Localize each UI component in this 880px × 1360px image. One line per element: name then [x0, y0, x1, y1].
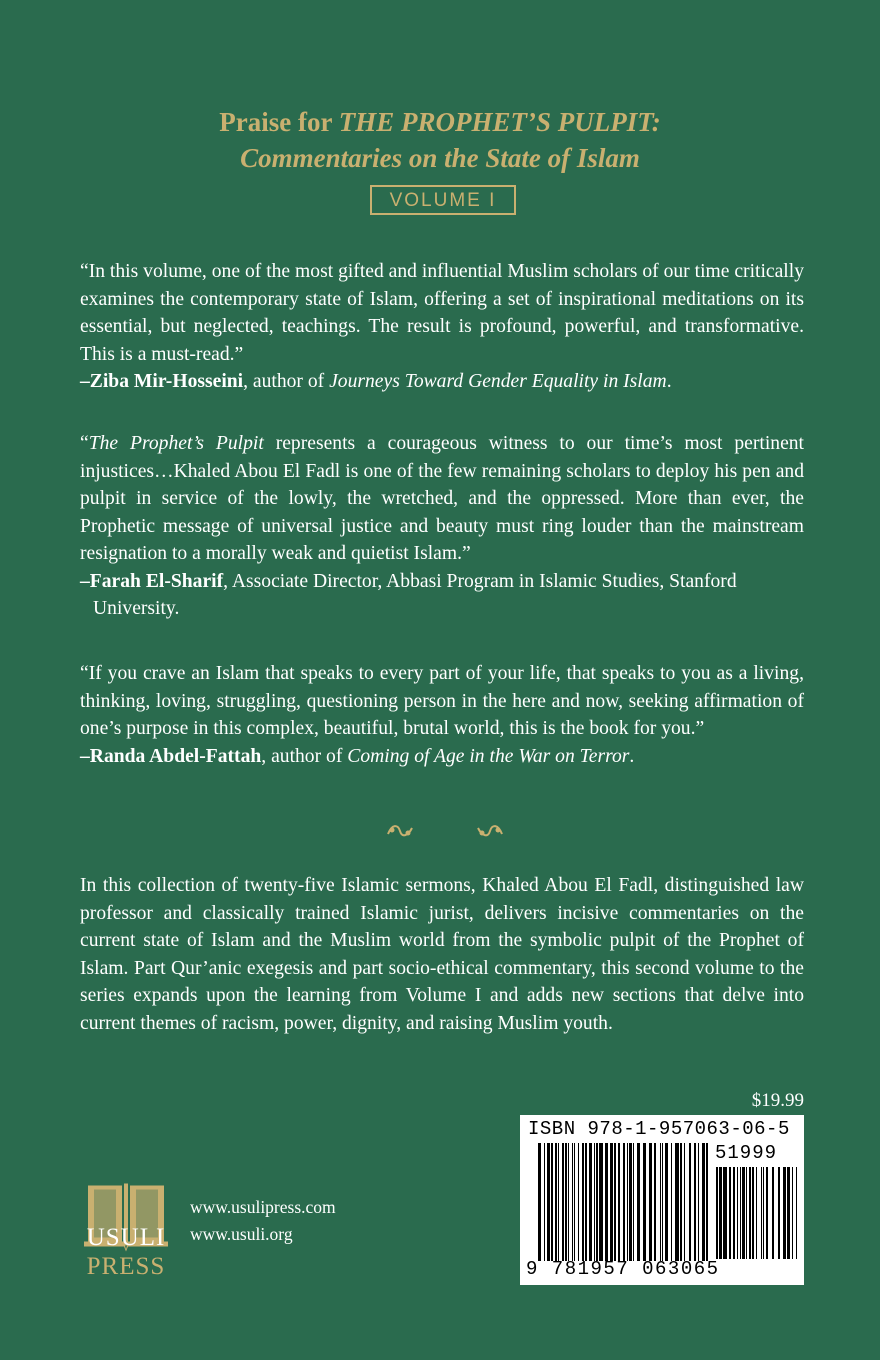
quote-work: The Prophet’s Pulpit — [88, 433, 264, 454]
barcode-bar — [749, 1167, 751, 1259]
addon-barcode-bars — [716, 1167, 798, 1259]
barcode-bar — [698, 1143, 699, 1261]
barcode-bar — [761, 1167, 762, 1259]
barcode-bar — [729, 1167, 731, 1259]
barcode-bar — [574, 1143, 575, 1261]
barcode-bar — [555, 1143, 557, 1261]
book-subtitle: Commentaries on the State of Islam — [240, 143, 640, 173]
website-link-usulipress[interactable]: www.usulipress.com — [190, 1197, 336, 1217]
barcode-bar — [746, 1167, 747, 1259]
barcode-bar — [719, 1167, 722, 1259]
barcode-bar — [675, 1143, 679, 1261]
barcode-bar — [627, 1143, 628, 1261]
quote-attribution — [80, 743, 804, 771]
barcode-bar — [680, 1143, 682, 1261]
barcode-bar — [783, 1167, 786, 1259]
barcode-bar — [633, 1143, 634, 1261]
barcode-bar — [618, 1143, 620, 1261]
barcode-bar — [614, 1143, 616, 1261]
barcode-bar — [752, 1167, 754, 1259]
barcode-bar — [544, 1143, 545, 1261]
barcode-bar — [594, 1143, 595, 1261]
flourish-left-icon — [386, 822, 414, 840]
quote-text: “If you crave an Islam that speaks to every part of your life, that speaks to you as a living, thinking, loving, struggling, questioning person in the here and now, seeking affirmation of one’s purpose in this complex, beautiful, brutal world, this is the book for you.” — [80, 663, 804, 739]
quote-author: –Ziba Mir-Hosseini — [80, 371, 244, 392]
ean-digits: 9 781957 063065 — [526, 1258, 720, 1280]
barcode-bar — [671, 1143, 672, 1261]
barcode-bar — [763, 1167, 764, 1259]
quote-role: , Associate Director, Abbasi Program in Islamic Studies, Stanford — [223, 570, 737, 592]
barcode-bar — [637, 1143, 640, 1261]
publisher-name-press: PRESS — [86, 1253, 166, 1280]
quote-text — [80, 430, 804, 568]
barcode-bar — [706, 1143, 708, 1261]
publisher-name: USULI — [86, 1224, 166, 1251]
barcode-bar — [568, 1143, 569, 1261]
barcode-bar — [772, 1167, 774, 1259]
quote-1 — [80, 258, 804, 396]
quote-3 — [80, 660, 804, 770]
barcode-bar — [694, 1143, 696, 1261]
barcode-bar — [787, 1167, 790, 1259]
barcode-bar — [662, 1143, 663, 1261]
barcode-bar — [665, 1143, 668, 1261]
barcode-bar — [623, 1143, 625, 1261]
barcode-bar — [643, 1143, 646, 1261]
barcode-bar — [599, 1143, 603, 1261]
barcode-bar — [585, 1143, 587, 1261]
barcode-bar — [723, 1167, 727, 1259]
praise-heading — [0, 104, 880, 176]
barcode-bars — [538, 1143, 708, 1261]
barcode-bar — [702, 1143, 705, 1261]
quote-attribution — [80, 568, 804, 623]
barcode-bar — [629, 1143, 632, 1261]
barcode-bar — [684, 1143, 685, 1261]
praise-line-1 — [0, 104, 880, 140]
quote-text: “In this volume, one of the most gifted and influential Muslim scholars of our time critically examines the contemporary state of Islam, offering a set of inspirational meditations on its essential, but neglected, teachings. The result is profound, powerful, and transformative. This is a must-read.” — [80, 261, 804, 365]
quote-role-cont: University. — [93, 598, 180, 619]
isbn-barcode — [520, 1115, 804, 1285]
barcode-bar — [778, 1167, 780, 1259]
barcode-bar — [689, 1143, 691, 1261]
praise-prefix: Praise for — [219, 107, 339, 137]
barcode-bar — [589, 1143, 592, 1261]
barcode-bar — [565, 1143, 567, 1261]
barcode-bar — [596, 1143, 598, 1261]
quote-author: –Randa Abdel-Fattah — [80, 745, 262, 767]
volume-label: VOLUME I — [370, 185, 516, 215]
barcode-bar — [538, 1143, 541, 1261]
quote-author: –Farah El-Sharif — [80, 570, 224, 592]
quote-work: Journeys Toward Gender Equality in Islam — [329, 371, 667, 392]
book-title: THE PROPHET’S PULPIT: — [338, 107, 661, 137]
quote-2 — [80, 430, 804, 623]
barcode-bar — [654, 1143, 656, 1261]
barcode-bar — [610, 1143, 613, 1261]
barcode-bar — [733, 1167, 735, 1259]
isbn-text: ISBN 978-1-957063-06-5 — [528, 1118, 790, 1140]
barcode-bar — [660, 1143, 661, 1261]
barcode-bar — [562, 1143, 564, 1261]
barcode-bar — [605, 1143, 608, 1261]
barcode-bar — [766, 1167, 768, 1259]
quote-role: , author of — [243, 371, 330, 392]
barcode-bar — [582, 1143, 584, 1261]
website-link-usuli[interactable]: www.usuli.org — [190, 1224, 293, 1244]
flourish-right-icon — [476, 822, 504, 840]
barcode-bar — [649, 1143, 652, 1261]
barcode-bar — [740, 1167, 741, 1259]
barcode-bar — [756, 1167, 757, 1259]
barcode-bar — [742, 1167, 745, 1259]
quote-suffix: . — [666, 371, 672, 392]
barcode-bar — [547, 1143, 550, 1261]
quote-open: “ — [80, 433, 89, 454]
quote-attribution — [80, 368, 804, 396]
barcode-bar — [578, 1143, 579, 1261]
book-description: In this collection of twenty-five Islamic sermons, Khaled Abou El Fadl, distinguished law professor and classically trained Islamic jurist, delivers incisive commentaries on the current state of Islam and the Muslim world from the symbolic pulpit of the Prophet of Islam. Part Qur’anic exegesis and part socio-ethical commentary, this second volume to the series expands upon the learning from Volume I and adds new sections that delve into current themes of racism, power, dignity, and raising Muslim youth. — [80, 875, 804, 1034]
price: $19.99 — [751, 1090, 804, 1111]
barcode-bar — [716, 1167, 718, 1259]
barcode-bar — [737, 1167, 738, 1259]
barcode-bar — [796, 1167, 797, 1259]
barcode-bar — [551, 1143, 553, 1261]
quote-body: represents a courageous witness to our time’s most pertinent injustices…Khaled Abou El Fadl is one of the few remaining scholars to deploy his pen and pulpit in service of the lowly, the wretched, and the oppressed. More than ever, the Prophetic message of universal justice and beauty must ring louder than the mainstream resignation to a morally weak and quietist Islam.” — [80, 433, 805, 564]
quote-suffix: . — [629, 745, 635, 767]
barcode-bar — [558, 1143, 559, 1261]
quote-role: , author of — [261, 745, 348, 767]
barcode-bar — [572, 1143, 573, 1261]
quote-work: Coming of Age in the War on Terror — [347, 745, 630, 767]
barcode-bar — [792, 1167, 793, 1259]
price-code: 51999 — [715, 1142, 778, 1164]
